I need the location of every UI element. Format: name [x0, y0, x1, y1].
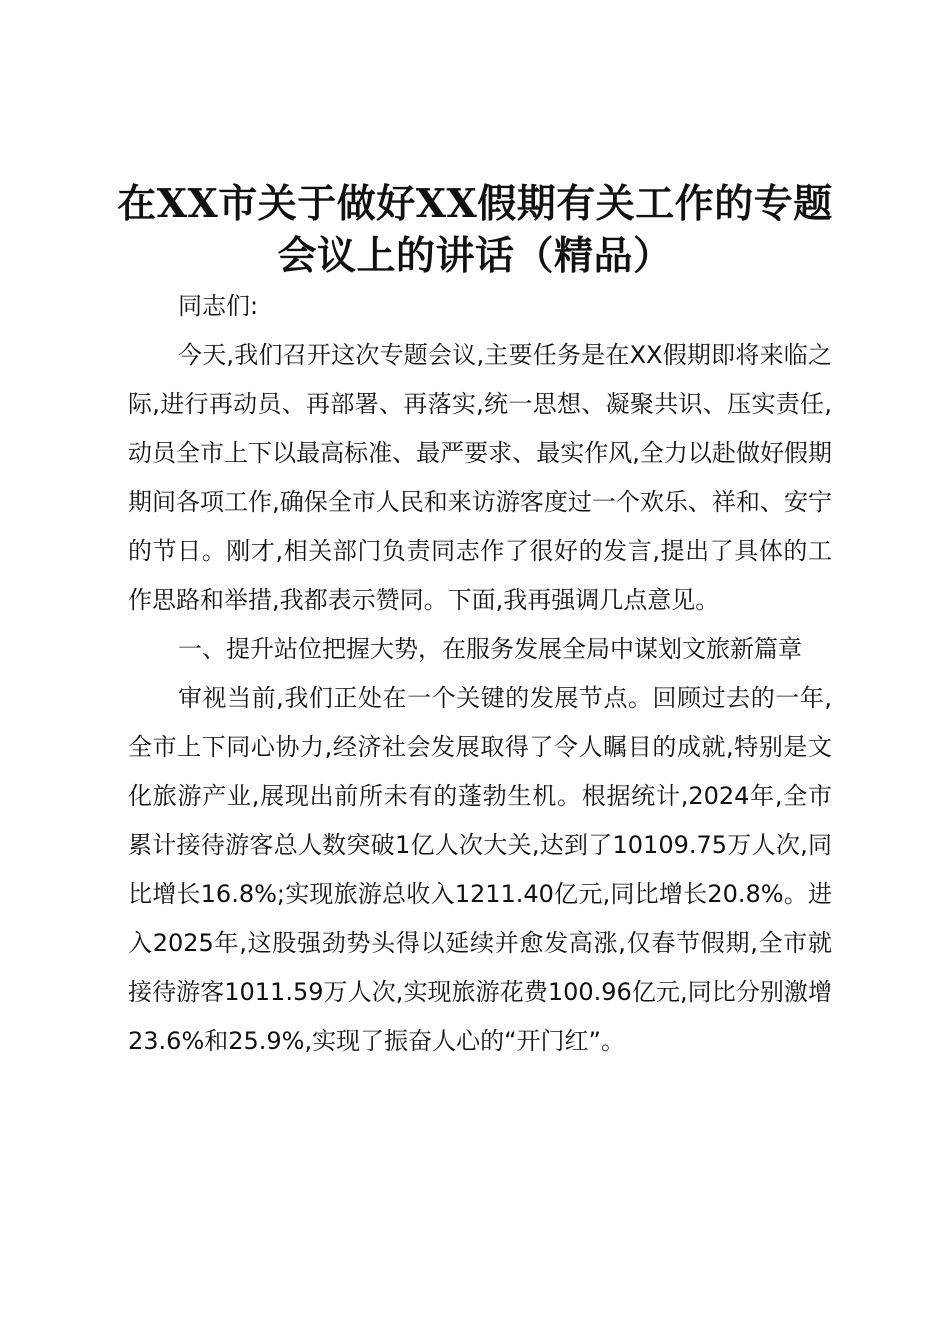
salutation: 同志们:: [178, 292, 259, 320]
document-title: 在XX市关于做好XX假期有关工作的专题会议上的讲话（精品）: [117, 181, 833, 279]
intro-paragraph: 今天,我们召开这次专题会议,主要任务是在XX假期即将来临之际,进行再动员、再部署、再落实,统一思想、凝聚共识、压实责任,动员全市上下以最高标准、最严要求、最实作风,全力以赴做好假期期间各项工作,确保全市人民和来访游客度过一个欢乐、祥和、安宁的节日。刚才,相关部门负责同志作了很好的发言,提出了具体的工作思路和举措,我都表示赞同。下面,我再强调几点意见。: [128, 341, 832, 614]
body-paragraph: 审视当前,我们正处在一个关键的发展节点。回顾过去的一年,全市上下同心协力,经济社会发展取得了令人瞩目的成就,特别是文化旅游产业,展现出前所未有的蓬勃生机。根据统计,2024年,全市累计接待游客总人数突破1亿人次大关,达到了10109.75万人次,同比增长16.8%;实现旅游总收入1211.40亿元,同比增长20.8%。进入2025年,这股强劲势头得以延续并愈发高涨,仅春节假期,全市就接待游客1011.59万人次,实现旅游花费100.96亿元,同比分别激增23.6%和25.9%,实现了振奋人心的“开门红”。: [128, 684, 832, 1055]
section-heading: 一、提升站位把握大势，在服务发展全局中谋划文旅新篇章: [178, 635, 802, 663]
document-body: [128, 282, 832, 1066]
